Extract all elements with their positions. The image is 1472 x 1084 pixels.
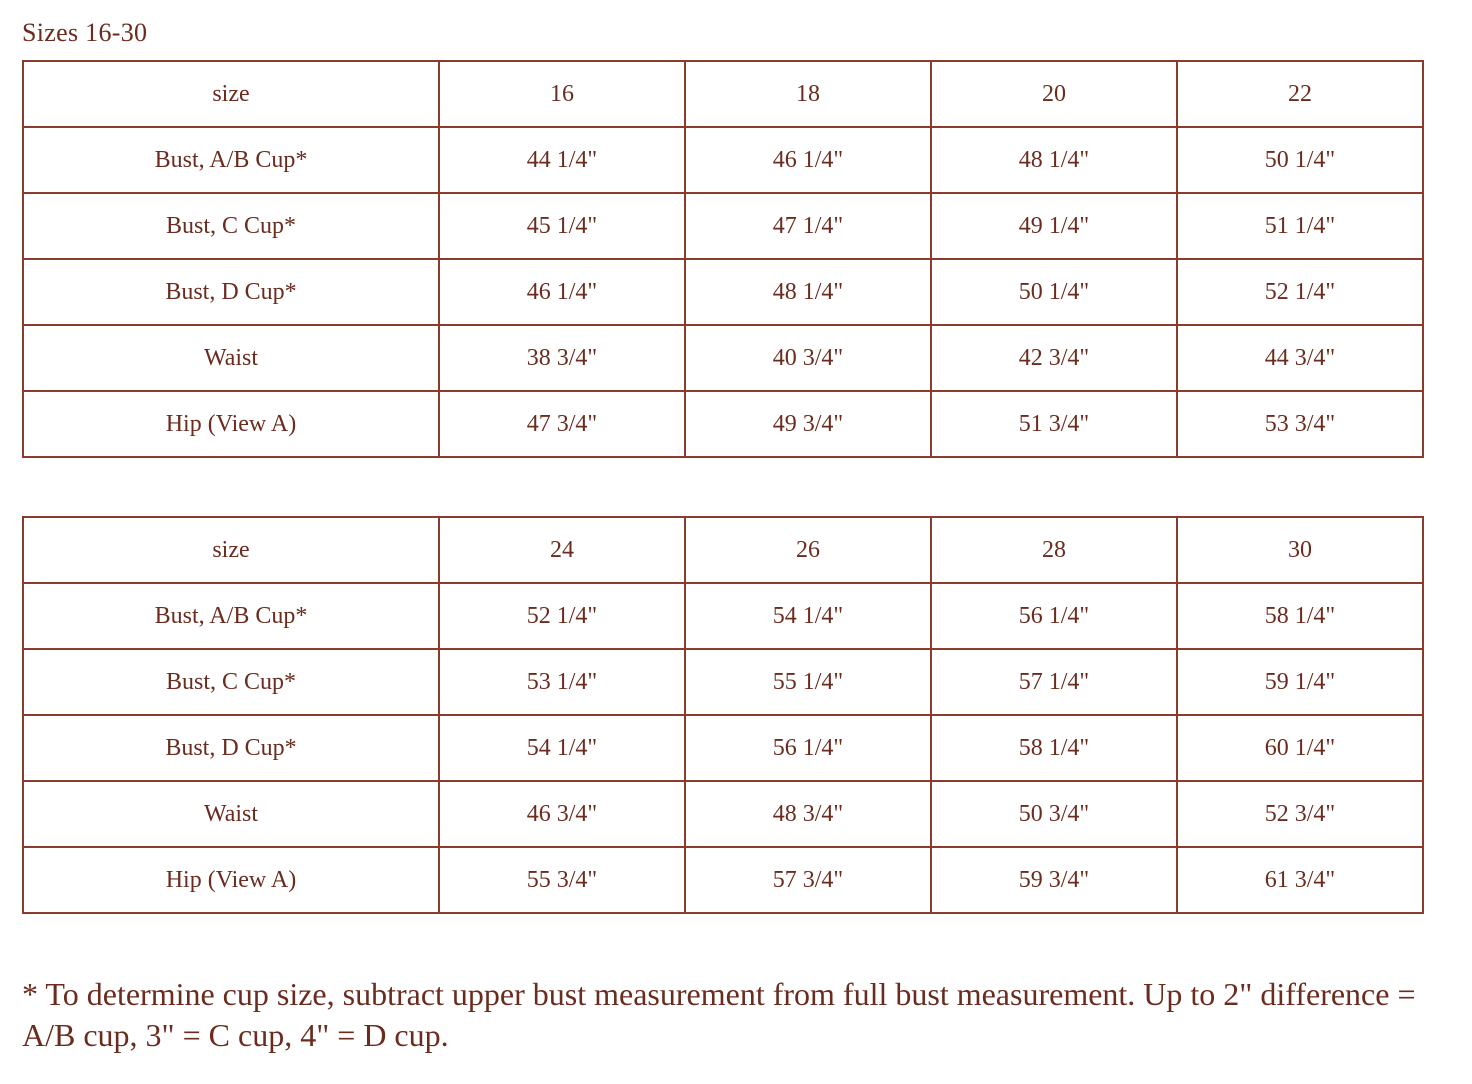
row-label: Bust, D Cup*: [23, 715, 439, 781]
table-cell: 50 1/4": [1177, 127, 1423, 193]
table-row: [23, 193, 1423, 259]
row-label: Bust, C Cup*: [23, 649, 439, 715]
table-row: [23, 715, 1423, 781]
table-cell: 50 1/4": [931, 259, 1177, 325]
table-cell: 53 1/4": [439, 649, 685, 715]
table-cell: 47 3/4": [439, 391, 685, 457]
table-cell: 61 3/4": [1177, 847, 1423, 913]
table-cell: 54 1/4": [439, 715, 685, 781]
table-cell: 58 1/4": [1177, 583, 1423, 649]
header-cell: size: [23, 61, 439, 127]
row-label: Waist: [23, 781, 439, 847]
row-label: Bust, D Cup*: [23, 259, 439, 325]
table-row: [23, 649, 1423, 715]
header-cell: 30: [1177, 517, 1423, 583]
row-label: Waist: [23, 325, 439, 391]
table-cell: 45 1/4": [439, 193, 685, 259]
table-cell: 57 3/4": [685, 847, 931, 913]
table-cell: 46 1/4": [439, 259, 685, 325]
table-cell: 48 1/4": [931, 127, 1177, 193]
table-row: [23, 847, 1423, 913]
row-label: Hip (View A): [23, 391, 439, 457]
header-cell: 28: [931, 517, 1177, 583]
cup-size-footnote: * To determine cup size, subtract upper bust measurement from full bust measurement. Up to 2" difference = A/B cup, 3" = C cup, 4" = D cup.: [22, 976, 1416, 1053]
header-cell: size: [23, 517, 439, 583]
table-cell: 44 1/4": [439, 127, 685, 193]
table-cell: 59 3/4": [931, 847, 1177, 913]
table-row: [23, 781, 1423, 847]
table-cell: 52 1/4": [439, 583, 685, 649]
table-cell: 54 1/4": [685, 583, 931, 649]
row-label: Bust, A/B Cup*: [23, 127, 439, 193]
table-cell: 50 3/4": [931, 781, 1177, 847]
table-cell: 44 3/4": [1177, 325, 1423, 391]
table-cell: 55 1/4": [685, 649, 931, 715]
page-heading: Sizes 16-30: [22, 18, 148, 47]
table-cell: 51 3/4": [931, 391, 1177, 457]
table-cell: 49 3/4": [685, 391, 931, 457]
table-header-row: [23, 517, 1423, 583]
table-cell: 58 1/4": [931, 715, 1177, 781]
table-row: [23, 127, 1423, 193]
table-cell: 48 3/4": [685, 781, 931, 847]
table-cell: 46 1/4": [685, 127, 931, 193]
table-cell: 56 1/4": [931, 583, 1177, 649]
table-cell: 42 3/4": [931, 325, 1177, 391]
size-table-24-30: [22, 516, 1424, 914]
table-cell: 52 3/4": [1177, 781, 1423, 847]
table-cell: 40 3/4": [685, 325, 931, 391]
header-cell: 24: [439, 517, 685, 583]
table-row: [23, 583, 1423, 649]
row-label: Hip (View A): [23, 847, 439, 913]
table-cell: 53 3/4": [1177, 391, 1423, 457]
table-row: [23, 325, 1423, 391]
table-header-row: [23, 61, 1423, 127]
table-row: [23, 259, 1423, 325]
table-cell: 47 1/4": [685, 193, 931, 259]
row-label: Bust, C Cup*: [23, 193, 439, 259]
table-cell: 57 1/4": [931, 649, 1177, 715]
row-label: Bust, A/B Cup*: [23, 583, 439, 649]
header-cell: 16: [439, 61, 685, 127]
table-cell: 52 1/4": [1177, 259, 1423, 325]
table-cell: 55 3/4": [439, 847, 685, 913]
header-cell: 20: [931, 61, 1177, 127]
table-cell: 51 1/4": [1177, 193, 1423, 259]
table-cell: 48 1/4": [685, 259, 931, 325]
size-table-16-22: [22, 60, 1424, 458]
header-cell: 22: [1177, 61, 1423, 127]
table-cell: 46 3/4": [439, 781, 685, 847]
header-cell: 26: [685, 517, 931, 583]
table-cell: 56 1/4": [685, 715, 931, 781]
table-cell: 38 3/4": [439, 325, 685, 391]
table-row: [23, 391, 1423, 457]
table-cell: 60 1/4": [1177, 715, 1423, 781]
header-cell: 18: [685, 61, 931, 127]
table-cell: 59 1/4": [1177, 649, 1423, 715]
table-cell: 49 1/4": [931, 193, 1177, 259]
